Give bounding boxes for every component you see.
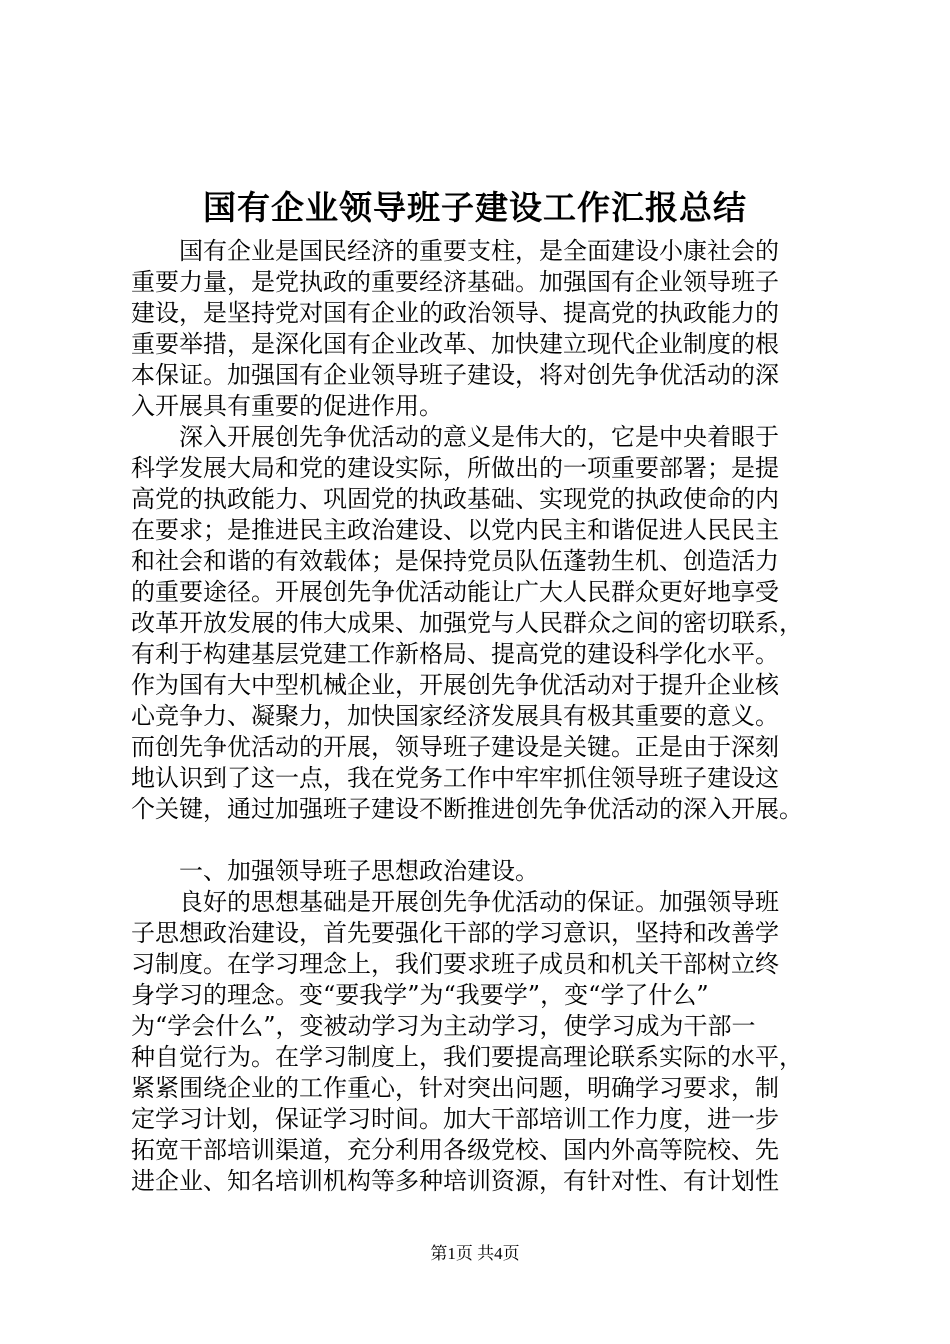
text-line: 良好的思想基础是开展创先争优活动的保证。加强领导班	[131, 888, 779, 916]
text-line: 拓宽干部培训渠道，充分利用各级党校、国内外高等院校、先	[131, 1136, 779, 1164]
document-title: 国有企业领导班子建设工作汇报总结	[203, 188, 747, 227]
page-number-footer: 第1页 共4页	[430, 1244, 520, 1263]
section-heading: 一、加强领导班子思想政治建设。	[131, 857, 539, 885]
text-line: 深入开展创先争优活动的意义是伟大的，它是中央着眼于	[131, 423, 779, 451]
text-line: 心竞争力、凝聚力，加快国家经济发展具有极其重要的意义。	[131, 702, 779, 730]
text-line: 重要举措，是深化国有企业改革、加快建立现代企业制度的根	[131, 330, 779, 358]
text-line: 科学发展大局和党的建设实际，所做出的一项重要部署；是提	[131, 454, 779, 482]
text-line: 建设，是坚持党对国有企业的政治领导、提高党的执政能力的	[131, 299, 779, 327]
text-line: 重要力量，是党执政的重要经济基础。加强国有企业领导班子	[131, 268, 779, 296]
text-line: 高党的执政能力、巩固党的执政基础、实现党的执政使命的内	[131, 485, 779, 513]
text-line: 习制度。在学习理念上，我们要求班子成员和机关干部树立终	[131, 950, 779, 978]
text-line: 本保证。加强国有企业领导班子建设，将对创先争优活动的深	[131, 361, 779, 389]
text-line: 子思想政治建设，首先要强化干部的学习意识，坚持和改善学	[131, 919, 779, 947]
text-line: 和社会和谐的有效载体；是保持党员队伍蓬勃生机、创造活力	[131, 547, 779, 575]
text-line: 地认识到了这一点，我在党务工作中牢牢抓住领导班子建设这	[131, 764, 779, 792]
text-line: 种自觉行为。在学习制度上，我们要提高理论联系实际的水平，	[131, 1043, 803, 1071]
text-line: 定学习计划，保证学习时间。加大干部培训工作力度，进一步	[131, 1105, 779, 1133]
text-line: 国有企业是国民经济的重要支柱，是全面建设小康社会的	[131, 237, 779, 265]
text-line: 紧紧围绕企业的工作重心，针对突出问题，明确学习要求，制	[131, 1074, 779, 1102]
text-line: 改革开放发展的伟大成果、加强党与人民群众之间的密切联系，	[131, 609, 803, 637]
text-line: 为“学会什么”，变被动学习为主动学习，使学习成为干部一	[131, 1012, 756, 1040]
text-line: 有利于构建基层党建工作新格局、提高党的建设科学化水平。	[131, 640, 779, 668]
text-line: 在要求；是推进民主政治建设、以党内民主和谐促进人民民主	[131, 516, 779, 544]
text-line: 而创先争优活动的开展，领导班子建设是关键。正是由于深刻	[131, 733, 779, 761]
text-line: 作为国有大中型机械企业，开展创先争优活动对于提升企业核	[131, 671, 779, 699]
text-line: 进企业、知名培训机构等多种培训资源，有针对性、有计划性	[131, 1167, 779, 1195]
text-line: 入开展具有重要的促进作用。	[131, 392, 443, 420]
text-line: 的重要途径。开展创先争优活动能让广大人民群众更好地享受	[131, 578, 779, 606]
text-line: 身学习的理念。变“要我学”为“我要学”，变“学了什么”	[131, 981, 709, 1009]
text-line: 个关键，通过加强班子建设不断推进创先争优活动的深入开展。	[131, 795, 803, 823]
